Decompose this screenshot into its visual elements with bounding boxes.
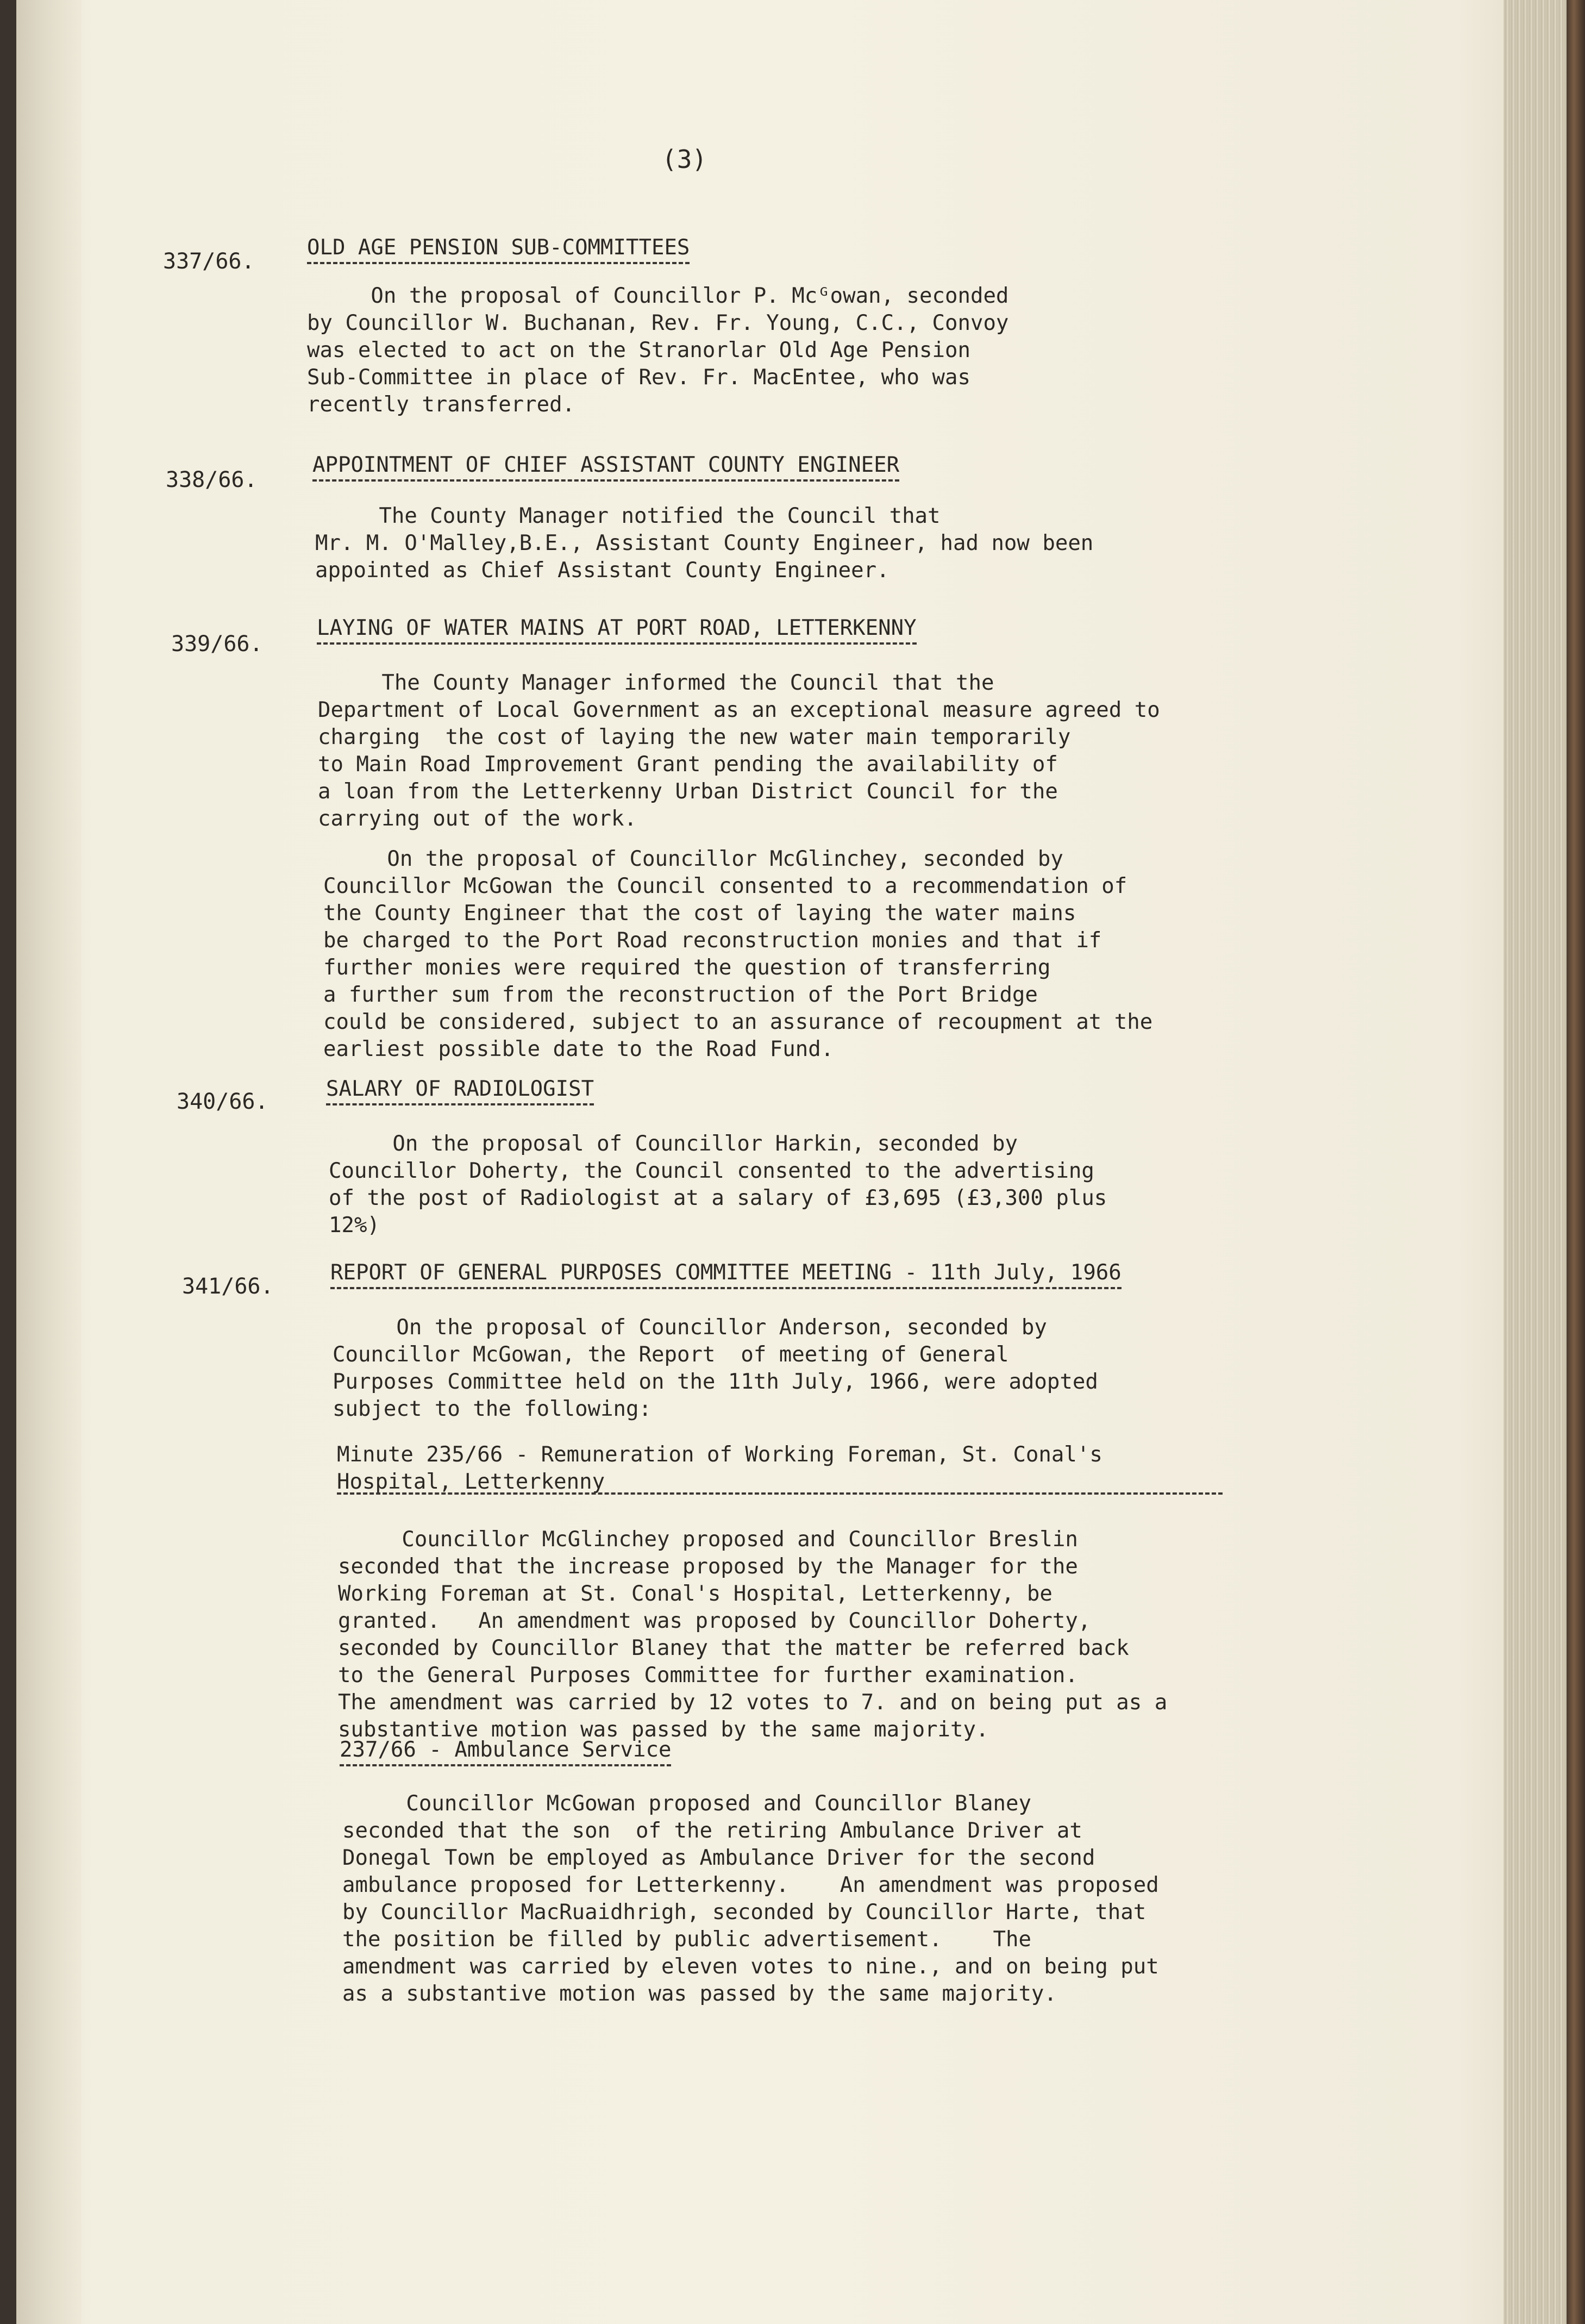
paragraph: On the proposal of Councillor McGlinchey, seconded by Councillor McGowan the Council consented to a recommendation of the County Engineer that the cost of laying the water mains be charged to the Port Road reconstruction monies and that if further monies were required the question of transferring a further sum from the reconstruction of the Port Bridge could be considered, subject to an assurance of recoupment at the earliest possible date to the Road Fund. xyxy=(323,847,1153,1061)
section-heading: OLD AGE PENSION SUB-COMMITTEES xyxy=(307,235,690,264)
subsection-heading: Hospital, Letterkenny xyxy=(337,1470,605,1494)
paragraph: On the proposal of Councillor P. Mcᴳowan, seconded by Councillor W. Buchanan, Rev. Fr. Young, C.C., Convoy was elected to act on the Stranorlar Old Age Pension Sub-Committee in place of Rev. Fr. MacEntee, who was recently transferred. xyxy=(307,284,1009,417)
section-heading: LAYING OF WATER MAINS AT PORT ROAD, LETTERKENNY xyxy=(317,615,917,645)
minute-number: 338/66. xyxy=(166,467,258,492)
paragraph: The County Manager informed the Council that the Department of Local Government as an exceptional measure agreed to charging the cost of laying the new water main temporarily to Main Road Improvement Grant pending the availability of a loan from the Letterkenny Urban District Council for the carrying out of the work. xyxy=(318,671,1160,831)
minute-number: 341/66. xyxy=(182,1274,274,1299)
section-heading: REPORT OF GENERAL PURPOSES COMMITTEE MEETING - 11th July, 1966 xyxy=(330,1260,1122,1289)
paragraph: Councillor McGowan proposed and Councillor Blaney seconded that the son of the retiring Ambulance Driver at Donegal Town be employed as Ambulance Driver for the second ambulance proposed for Letterkenny. An amendment was proposed by Councillor MacRuaidhrigh, seconded by Councillor Harte, that the position be filled by public advertisement. The amendment was carried by eleven votes to nine., and on being put as a substantive motion was passed by the same majority. xyxy=(342,1791,1159,2006)
minute-number: 339/66. xyxy=(171,632,263,657)
section-heading: SALARY OF RADIOLOGIST xyxy=(326,1076,594,1105)
subsection-heading: Minute 235/66 - Remuneration of Working Foreman, St. Conal's xyxy=(337,1442,1102,1467)
paragraph: On the proposal of Councillor Anderson, seconded by Councillor McGowan, the Report of meeting of General Purposes Committee held on the 11th July, 1966, were adopted subject to the following: xyxy=(333,1315,1098,1421)
book-binding xyxy=(1567,0,1585,2324)
book-spine-shadow xyxy=(0,0,16,2324)
subsection-underline xyxy=(337,1492,1223,1495)
paragraph: Councillor McGlinchey proposed and Councillor Breslin seconded that the increase proposed by the Manager for the Working Foreman at St. Conal's Hospital, Letterkenny, be granted. An amendment was proposed by Councillor Doherty, seconded by Councillor Blaney that the matter be referred back to the General Purposes Committee for further examination. The amendment was carried by 12 votes to 7. and on being put as a substantive motion was passed by the same majority. xyxy=(338,1527,1168,1742)
paragraph: The County Manager notified the Council that Mr. M. O'Malley,B.E., Assistant County Engineer, had now been appointed as Chief Assistant County Engineer. xyxy=(315,504,1094,583)
subsection-heading: 237/66 - Ambulance Service xyxy=(340,1737,671,1766)
minute-number: 337/66. xyxy=(163,249,255,274)
minute-number: 340/66. xyxy=(177,1089,268,1114)
section-heading: APPOINTMENT OF CHIEF ASSISTANT COUNTY ENGINEER xyxy=(312,452,899,482)
page-number: (3) xyxy=(662,145,707,174)
paragraph: On the proposal of Councillor Harkin, seconded by Councillor Doherty, the Council consented to the advertising of the post of Radiologist at a salary of £3,695 (£3,300 plus 12%) xyxy=(329,1132,1107,1238)
